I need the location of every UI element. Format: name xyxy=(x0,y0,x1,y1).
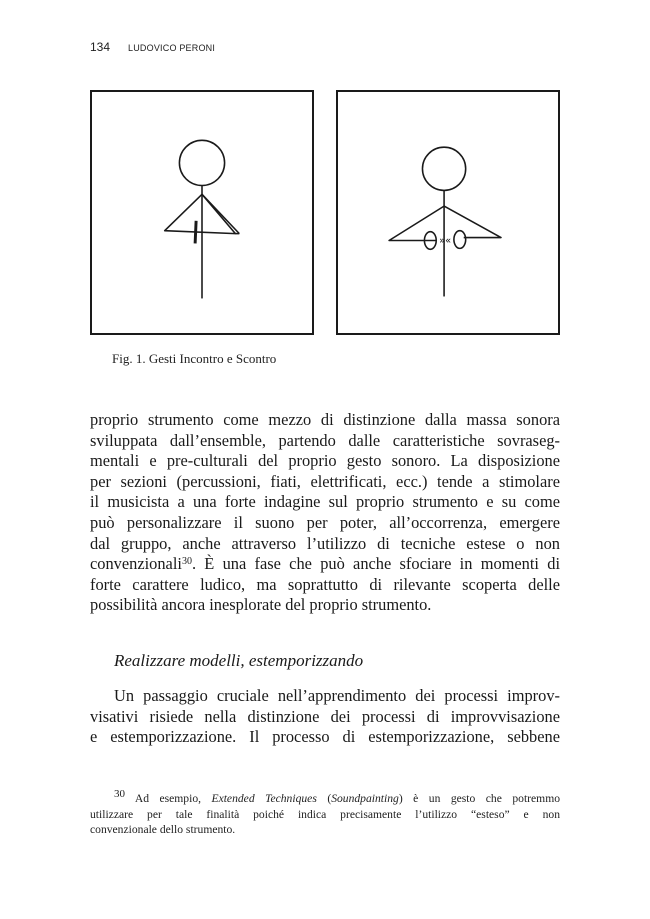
stick-figure-incontro xyxy=(92,92,312,333)
footnote-line: utilizzare per tale finalità poiché indica precisamente l’utilizzo “esteso” e non xyxy=(90,807,560,821)
figure-head xyxy=(422,147,465,190)
text-segment: convenzionali xyxy=(90,554,182,574)
stick-figure-scontro xyxy=(338,92,558,333)
text-line: può personalizzare il suono per poter, all’occorrenza, emergere xyxy=(90,512,560,532)
body-paragraph-1 xyxy=(90,410,560,616)
text-line: e estemporizzazione. Il processo di estemporizzazione, sebbene xyxy=(90,727,560,747)
page-number: 134 xyxy=(90,40,111,54)
text-line: forte carattere ludico, ma soprattutto di rilevante scoperta delle xyxy=(90,574,560,594)
text-segment: ) è un gesto che potremmo xyxy=(398,791,561,805)
text-line: sviluppata dall’ensemble, partendo dalle caratteristiche sovraseg- xyxy=(90,430,560,450)
text-line: mentali e pre-culturali del proprio gesto sonoro. La disposizione xyxy=(90,451,560,471)
text-segment: Ad esempio, xyxy=(125,791,212,805)
text-segment: . È una fase che può anche sfociare in momenti di xyxy=(191,554,560,574)
figure-head xyxy=(179,140,224,185)
footnote-number: 30 xyxy=(114,788,125,800)
text-line: visativi risiede nella distinzione dei processi di improvvisazione xyxy=(90,706,560,726)
figure-caption: Fig. 1. Gesti Incontro e Scontro xyxy=(112,351,277,366)
text-line-with-footnote-ref xyxy=(90,554,560,575)
figure-arm-right xyxy=(444,206,501,237)
text-line: proprio strumento come mezzo di distinzione dalla massa sonora xyxy=(90,410,560,429)
body-paragraph-2 xyxy=(90,686,560,748)
text-segment-italic: Extended Techniques xyxy=(211,791,317,805)
figure-panel-incontro xyxy=(90,90,314,335)
text-line: per sezioni (percussioni, fiati, elettrificati, ecc.) tende a stimolare xyxy=(90,471,560,491)
footnote-reference[interactable]: 30 xyxy=(181,556,192,568)
right-hand-shape xyxy=(454,231,466,249)
hands-touching xyxy=(195,221,196,244)
text-line: dal gruppo, anche attraverso l’utilizzo di tecniche estese o non xyxy=(90,533,560,553)
section-heading: Realizzare modelli, estemporizzando xyxy=(114,651,364,670)
clash-glyphs: »« xyxy=(439,235,452,247)
text-segment-italic: Soundpainting xyxy=(331,791,399,805)
text-line: possibilità ancora inesplorate del proprio strumento. xyxy=(90,595,432,615)
figure-arms-meeting xyxy=(165,194,236,233)
footnote-30 xyxy=(90,787,560,838)
footnote-line: convenzionale dello strumento. xyxy=(90,823,236,837)
figure-panel-scontro xyxy=(336,90,560,335)
text-line: Un passaggio cruciale nell’apprendimento dei processi improv- xyxy=(114,686,560,705)
text-segment: ( xyxy=(316,791,332,805)
page-header xyxy=(90,40,215,54)
footnote-line xyxy=(90,787,560,807)
text-line: il musicista a una forte indagine sul proprio strumento e su come xyxy=(90,492,560,512)
running-head: LUDOVICO PERONI xyxy=(128,43,216,53)
